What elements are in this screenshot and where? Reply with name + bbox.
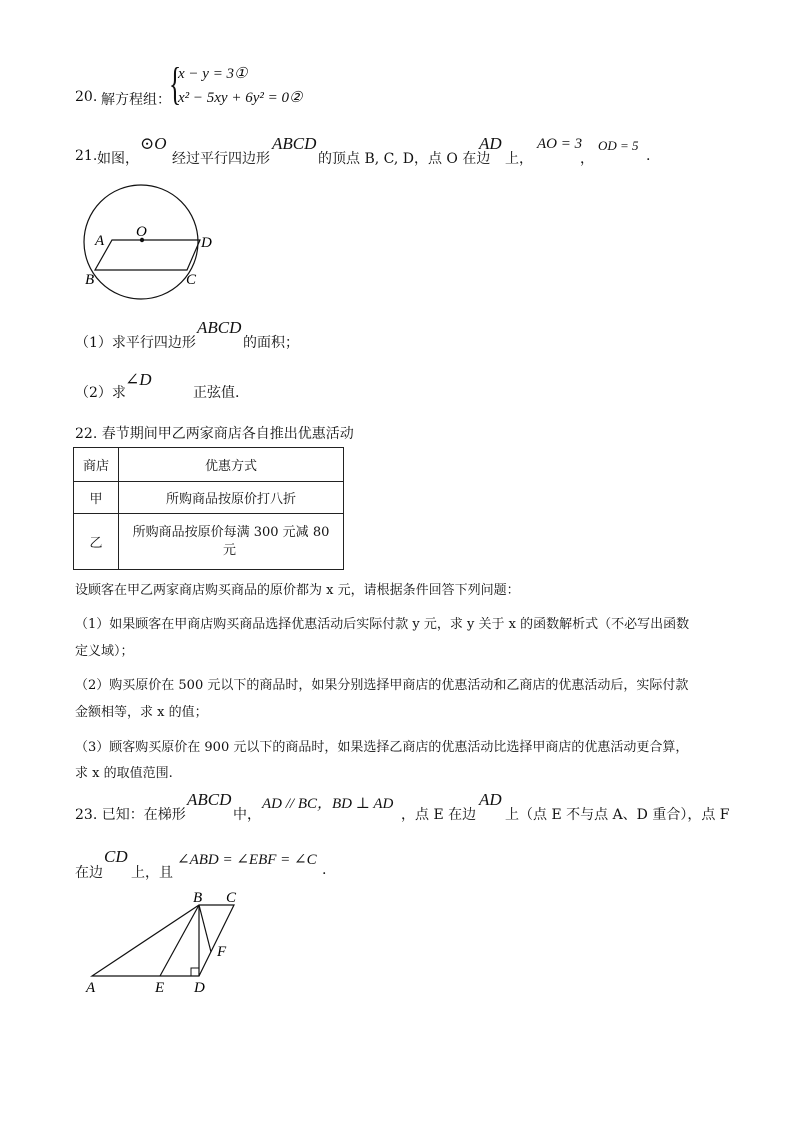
- right-angle-mark: [191, 968, 199, 976]
- segment-bf: [199, 905, 211, 952]
- q21-text-1: 如图，: [97, 151, 139, 167]
- q22-part3-line2: 求 x 的取值范围.: [75, 766, 173, 781]
- q20-number: 20.: [75, 89, 98, 105]
- q21-part2-suffix: 正弦值.: [193, 385, 240, 401]
- q21-text-2: 经过平行四边形: [172, 151, 270, 167]
- table-cell-line: 所购商品按原价每满 300 元减 80: [132, 524, 330, 540]
- q23-line2-prefix: 在边: [75, 865, 103, 881]
- q21-part1-abcd: ABCD: [197, 318, 242, 337]
- q23-abcd: ABCD: [187, 790, 232, 809]
- parallelogram-abcd: [95, 240, 200, 270]
- q21-abcd: ABCD: [272, 134, 317, 153]
- q23-trapezoid-figure: [75, 890, 275, 1000]
- q23-line2-mid: 上，且: [131, 865, 173, 881]
- segment-be: [160, 905, 199, 976]
- q22-part2-line2: 金额相等，求 x 的值；: [75, 705, 208, 720]
- table-cell: 所购商品按原价打八折: [119, 482, 344, 514]
- q21-text-3: 的顶点 B, C, D，点 O 在边: [318, 151, 491, 167]
- label-c: C: [226, 890, 237, 906]
- q22-intro: 设顾客在甲乙两家商店购买商品的原价都为 x 元，请根据条件回答下列问题：: [75, 583, 520, 598]
- label-d: D: [201, 235, 212, 251]
- label-a: A: [86, 980, 96, 996]
- label-b: B: [85, 272, 95, 288]
- q21-od: OD = 5: [598, 138, 639, 153]
- q23-prefix: 23. 已知：在梯形: [75, 807, 186, 823]
- q21-part2-angle: ∠D: [125, 370, 152, 389]
- q23-period: .: [322, 862, 327, 878]
- table-header-cell: 优惠方式: [119, 448, 344, 482]
- label-f: F: [217, 944, 227, 960]
- q20-prefix: 解方程组：: [101, 92, 171, 108]
- label-c: C: [186, 272, 197, 288]
- label-b: B: [193, 890, 203, 906]
- label-e: E: [155, 980, 165, 996]
- q22-part1-line2: 定义域）；: [75, 644, 134, 659]
- table-cell: 乙: [74, 514, 119, 570]
- q20-equation-1: x − y = 3①: [178, 66, 248, 82]
- trapezoid-abcd: [92, 905, 234, 976]
- q21-circle-figure: [75, 180, 235, 310]
- table-cell: [119, 514, 344, 570]
- q23-text-2: 上（点 E 不与点 A、D 重合），点 F: [505, 807, 730, 823]
- q21-ad: AD: [479, 134, 502, 153]
- q21-ao: AO = 3: [537, 136, 583, 152]
- q22-part3-line1: （3）顾客购买原价在 900 元以下的商品时，如果选择乙商店的优惠活动比选择甲商店的优惠活动更合算，: [75, 740, 689, 755]
- q23-conditions: AD // BC，BD ⊥ AD: [262, 796, 394, 812]
- q21-comma: ，: [580, 151, 594, 167]
- table-row: [74, 482, 344, 514]
- discount-table: [73, 447, 344, 570]
- q23-angle-condition: ∠ABD = ∠EBF = ∠C: [177, 852, 317, 868]
- q21-circle-o: ⊙O: [140, 134, 167, 153]
- q23-cd: CD: [104, 847, 128, 866]
- q23-mid: 中，: [233, 807, 261, 823]
- q21-number: 21.: [75, 148, 98, 164]
- q21-part1-suffix: 的面积；: [243, 335, 299, 351]
- table-header-cell: 商店: [74, 448, 119, 482]
- q21-part1-prefix: （1）求平行四边形: [75, 335, 196, 351]
- q23-ad: AD: [479, 790, 502, 809]
- table-row: [74, 514, 344, 570]
- label-a: A: [95, 233, 105, 249]
- table-cell: 甲: [74, 482, 119, 514]
- q22-title: 22. 春节期间甲乙两家商店各自推出优惠活动: [75, 426, 354, 442]
- q21-part2-prefix: （2）求: [75, 385, 126, 401]
- table-cell-line: 元: [223, 542, 237, 558]
- q22-part1-line1: （1）如果顾客在甲商店购买商品选择优惠活动后实际付款 y 元，求 y 关于 x 的函数解析式（不必写出函数: [75, 617, 690, 632]
- equation-brace: {: [168, 58, 182, 109]
- label-o: O: [136, 224, 147, 240]
- q21-text-4: 上，: [505, 151, 533, 167]
- q20-equation-2: x² − 5xy + 6y² = 0②: [178, 90, 303, 106]
- q21-period: .: [646, 148, 651, 164]
- table-header-row: [74, 448, 344, 482]
- q22-part2-line1: （2）购买原价在 500 元以下的商品时，如果分别选择甲商店的优惠活动和乙商店的优惠活动后，实际付款: [75, 678, 689, 693]
- label-d: D: [194, 980, 205, 996]
- q23-text-1: ，点 E 在边: [401, 807, 477, 823]
